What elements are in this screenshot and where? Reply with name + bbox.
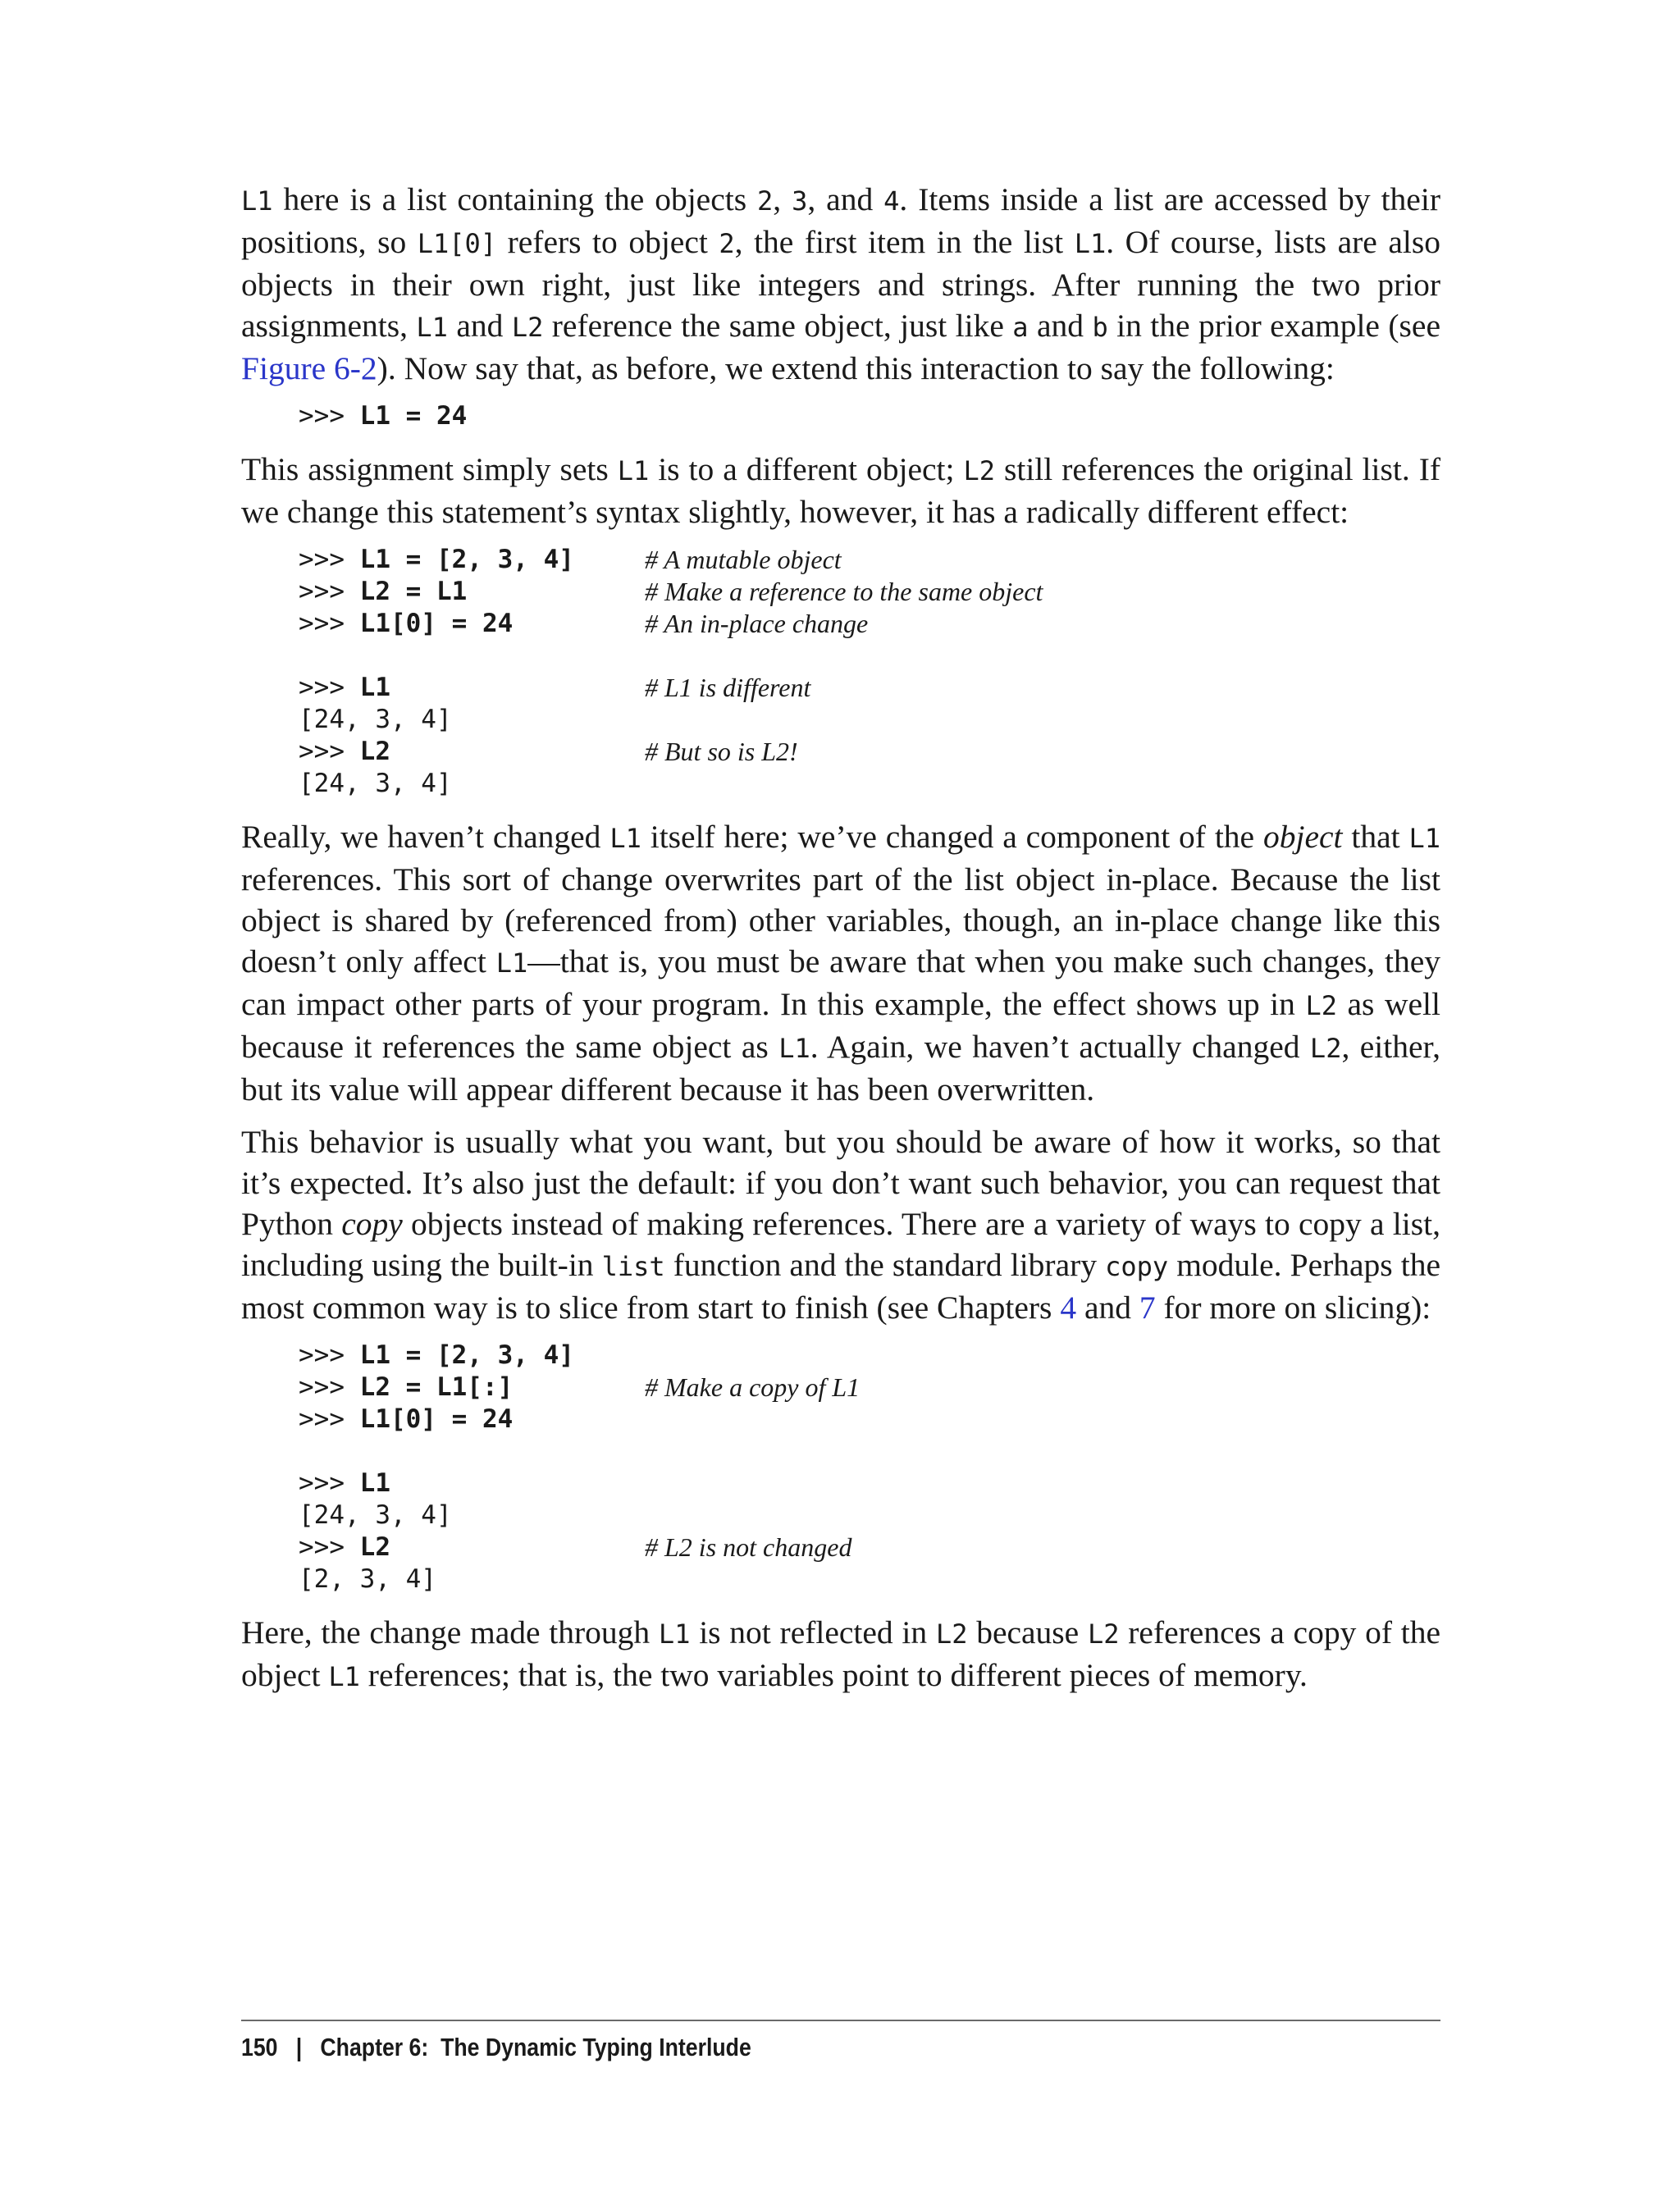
inline-code: L2 xyxy=(1087,1618,1120,1650)
code-block-3 xyxy=(299,1340,1440,1596)
body-text: , either, but its value will appear different because it has been overwritten. xyxy=(241,1029,1440,1107)
page-number: 150 xyxy=(241,2033,278,2061)
code-prompt: >>> xyxy=(299,609,360,638)
inline-code: 4 xyxy=(883,185,900,217)
code-statement: L1 xyxy=(359,1468,390,1498)
code-statement: L1 = [2, 3, 4] xyxy=(359,545,574,574)
body-text: , xyxy=(773,181,792,217)
body-text: function and the standard library xyxy=(664,1247,1106,1283)
body-text: . Again, we haven’t actually changed xyxy=(810,1029,1310,1065)
code-line xyxy=(299,640,1440,672)
code-prompt: >>> xyxy=(299,401,360,431)
inline-code: L1 xyxy=(495,947,528,979)
code-line xyxy=(299,544,1440,576)
inline-code: L1 xyxy=(1408,823,1441,854)
code-statement: L1 xyxy=(359,673,390,702)
inline-code: L1 xyxy=(617,455,650,486)
code-block-1 xyxy=(299,400,1440,432)
footer-rule xyxy=(241,2020,1440,2021)
code-line xyxy=(299,1340,1440,1372)
inline-code: L1 xyxy=(328,1661,360,1692)
body-text: , and xyxy=(807,181,884,217)
body-text: in the prior example (see xyxy=(1107,308,1440,344)
cross-reference-link[interactable]: 7 xyxy=(1139,1290,1156,1326)
body-text: objects instead of making references. There are a variety of ways to copy a list, including using the built-in xyxy=(241,1206,1440,1283)
code-line xyxy=(299,1532,1440,1564)
inline-code: L2 xyxy=(935,1618,968,1650)
code-comment: # L1 is different xyxy=(645,673,811,702)
code-prompt: >>> xyxy=(299,1468,360,1498)
chapter-title: Chapter 6: The Dynamic Typing Interlude xyxy=(320,2033,751,2061)
paragraph-3 xyxy=(241,816,1440,1110)
body-text: This behavior is usually what you want, but you should be aware of how it works, so that it’s expected. It’s also just the default: if you don’t want such behavior, you can request that Python xyxy=(241,1124,1440,1242)
body-text: as well because it references the same object as xyxy=(241,986,1440,1065)
code-comment: # Make a copy of L1 xyxy=(645,1372,861,1402)
code-prompt: >>> xyxy=(299,545,360,574)
inline-code: L1 xyxy=(658,1618,691,1650)
inline-code: list xyxy=(601,1251,665,1282)
page-footer xyxy=(241,2020,1440,2062)
body-text: and xyxy=(1028,308,1093,344)
code-statement: L2 xyxy=(359,737,390,766)
body-text: This assignment simply sets xyxy=(241,451,618,487)
inline-code: L2 xyxy=(963,455,995,486)
code-prompt: >>> xyxy=(299,1532,360,1562)
body-text: reference the same object, just like xyxy=(543,308,1013,344)
code-output: [2, 3, 4] xyxy=(299,1564,436,1594)
code-statement: L2 = L1[:] xyxy=(359,1372,514,1402)
code-line xyxy=(299,736,1440,768)
paragraph-2 xyxy=(241,449,1440,532)
code-comment: # But so is L2! xyxy=(645,737,798,766)
inline-code: L1 xyxy=(1074,228,1107,259)
code-comment: # L2 is not changed xyxy=(645,1532,852,1562)
code-comment: # A mutable object xyxy=(645,545,842,574)
code-output: [24, 3, 4] xyxy=(299,769,452,798)
body-text: , the first item in the list xyxy=(734,224,1075,260)
body-text: is not reflected in xyxy=(690,1614,936,1650)
cross-reference-link[interactable]: Figure 6-2 xyxy=(241,350,377,386)
code-line xyxy=(299,1436,1440,1468)
body-text: . Of course, lists are also objects in their own right, just like integers and strings. After running the two prior assignments, xyxy=(241,224,1440,344)
code-line xyxy=(299,1372,1440,1404)
paragraph-5 xyxy=(241,1612,1440,1697)
paragraph-1 xyxy=(241,179,1440,389)
body-text: here is a list containing the objects xyxy=(272,181,758,217)
inline-code: L1 xyxy=(609,823,641,854)
paragraph-4 xyxy=(241,1121,1440,1328)
body-text: is to a different object; xyxy=(649,451,964,487)
code-prompt: >>> xyxy=(299,737,360,766)
page-body xyxy=(241,179,1440,1709)
code-statement: L1 = 24 xyxy=(359,401,468,431)
body-text: that xyxy=(1342,819,1409,855)
cross-reference-link[interactable]: 4 xyxy=(1060,1290,1077,1326)
code-statement: L1[0] = 24 xyxy=(359,1404,514,1434)
body-text: . Items inside a list are accessed by their positions, so xyxy=(241,181,1440,260)
body-text: and xyxy=(1076,1290,1139,1326)
body-text: ). Now say that, as before, we extend this interaction to say the following: xyxy=(377,350,1335,386)
body-text: Really, we haven’t changed xyxy=(241,819,610,855)
inline-code: a xyxy=(1012,312,1029,343)
body-text: because xyxy=(967,1614,1088,1650)
body-text: —that is, you must be aware that when you make such changes, they can impact other parts of your program. In this example, the effect shows up in xyxy=(241,943,1440,1022)
inline-code: L2 xyxy=(1309,1033,1342,1064)
inline-code: b xyxy=(1092,312,1108,343)
code-statement: L1 = [2, 3, 4] xyxy=(359,1340,574,1370)
inline-code: L1[0] xyxy=(417,228,497,259)
inline-code: L2 xyxy=(1305,990,1337,1021)
code-output: [24, 3, 4] xyxy=(299,1500,452,1530)
code-line xyxy=(299,608,1440,640)
code-prompt: >>> xyxy=(299,1340,360,1370)
code-line xyxy=(299,1404,1440,1436)
code-prompt: >>> xyxy=(299,577,360,606)
code-statement: L2 = L1 xyxy=(359,577,468,606)
inline-code: copy xyxy=(1105,1251,1169,1282)
body-text: itself here; we’ve changed a component of the xyxy=(641,819,1263,855)
footer-separator: | xyxy=(295,2033,303,2061)
code-line xyxy=(299,768,1440,800)
inline-code: L2 xyxy=(511,312,544,343)
code-statement: L2 xyxy=(359,1532,390,1562)
body-text: references; that is, the two variables point to different pieces of memory. xyxy=(359,1657,1308,1693)
body-text: still references the original list. If we change this statement’s syntax slightly, however, it has a radically different effect: xyxy=(241,451,1440,530)
inline-code: L1 xyxy=(778,1033,810,1064)
body-text: module. Perhaps the most common way is to slice from start to finish (see Chapters xyxy=(241,1247,1440,1326)
code-prompt: >>> xyxy=(299,1372,360,1402)
code-line xyxy=(299,1468,1440,1500)
code-output: [24, 3, 4] xyxy=(299,705,452,734)
code-comment: # Make a reference to the same object xyxy=(645,577,1043,606)
code-block-2 xyxy=(299,544,1440,800)
code-line xyxy=(299,1500,1440,1532)
body-text: and xyxy=(447,308,512,344)
body-text: Here, the change made through xyxy=(241,1614,659,1650)
code-prompt: >>> xyxy=(299,1404,360,1434)
code-line xyxy=(299,704,1440,736)
code-comment: # An in-place change xyxy=(645,609,869,638)
inline-code: 2 xyxy=(719,228,735,259)
emphasis-text: object xyxy=(1262,819,1343,855)
inline-code: L1 xyxy=(241,185,273,217)
footer-text xyxy=(241,2033,1272,2062)
code-line xyxy=(299,400,1440,432)
body-text: references a copy of the object xyxy=(241,1614,1440,1693)
code-statement: L1[0] = 24 xyxy=(359,609,514,638)
code-prompt: >>> xyxy=(299,673,360,702)
code-line xyxy=(299,576,1440,608)
emphasis-text: copy xyxy=(341,1206,403,1242)
inline-code: 2 xyxy=(757,185,774,217)
code-line xyxy=(299,1564,1440,1596)
code-line xyxy=(299,672,1440,704)
body-text: refers to object xyxy=(496,224,719,260)
body-text: for more on slicing): xyxy=(1155,1290,1431,1326)
inline-code: 3 xyxy=(792,185,808,217)
inline-code: L1 xyxy=(416,312,448,343)
body-text: references. This sort of change overwrites part of the list object in-place. Because the list object is shared by (referenced from) other variables, though, an in-place change like this doesn’t only affect xyxy=(241,861,1440,979)
